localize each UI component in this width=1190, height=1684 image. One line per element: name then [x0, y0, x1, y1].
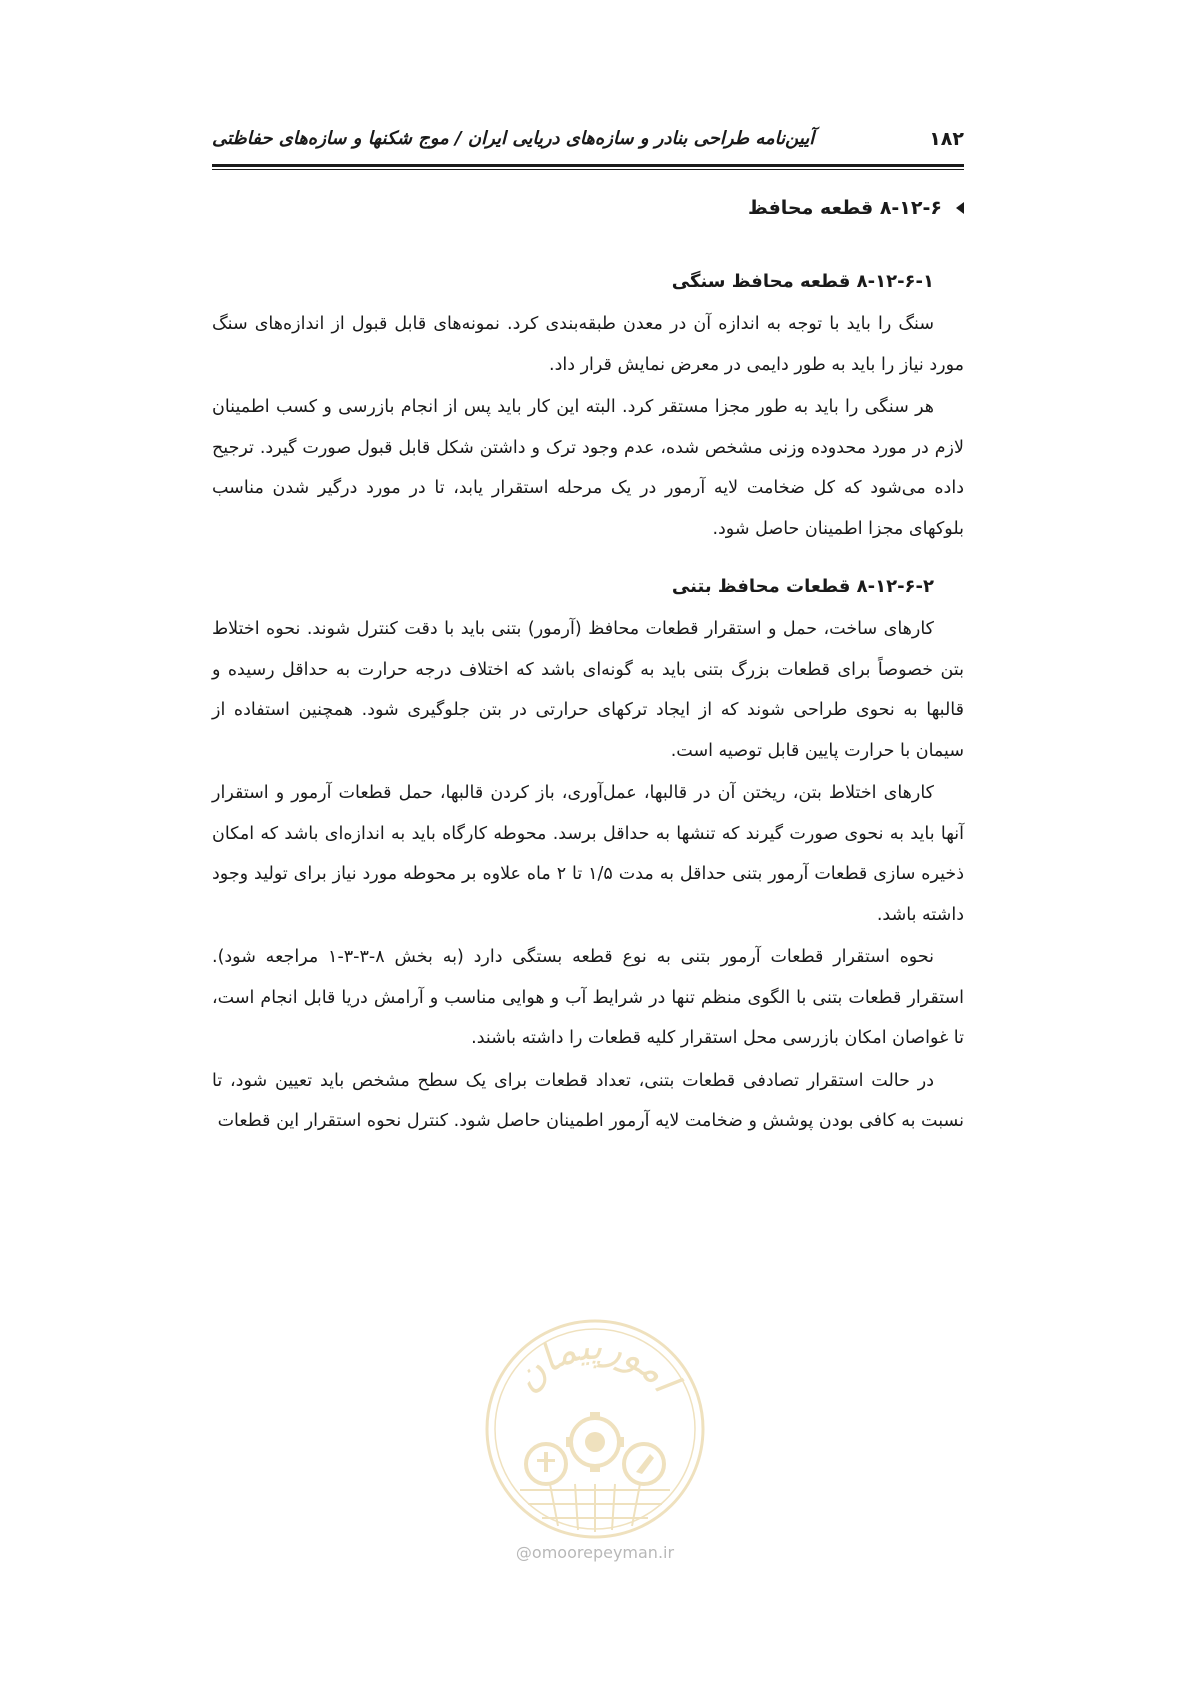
header-rule-thin: [212, 169, 964, 170]
page-content: [212, 188, 964, 1142]
subsection-heading: ۸-۱۲-۶-۲ قطعات محافظ بتنی: [671, 576, 934, 597]
paragraph: هر سنگی را باید به طور مجزا مستقر کرد. البته این کار باید پس از انجام بازرسی و کسب اطمینان لازم در مورد محدوده وزنی مشخص شده، عدم وجود ترک و داشتن شکل قابل قبول صورت گیرد. ترجیح داده می‌شود که کل ضخامت لایه آرمور در یک مرحله استقرار یابد، تا در مورد درگیر شدن مناسب بلوکهای مجزا اطمینان حاصل شود.: [212, 397, 964, 539]
paragraph: کارهای اختلاط بتن، ریختن آن در قالبها، عمل‌آوری، باز کردن قالبها، حمل قطعات آرمور و استقرار آنها باید به نحوی صورت گیرند که تنشها به حداقل برسد. محوطه کارگاه باید به اندازه‌ای باشد که امکان ذخیره سازی قطعات آرمور بتنی حداقل به مدت ۱/۵ تا ۲ ماه علاوه بر محوطه مورد نیاز برای تولید وجود داشته باشد.: [212, 783, 964, 925]
section-heading-text: ۸-۱۲-۶ قطعه محافظ: [748, 197, 942, 219]
bullet-arrow-icon: [956, 202, 964, 214]
header-rule: [212, 164, 964, 167]
watermark-logo: [480, 1314, 710, 1544]
paragraph: نحوه استقرار قطعات آرمور بتنی به نوع قطعه بستگی دارد (به بخش ۸-۳-۳-۱ مراجعه شود). استقرار قطعات بتنی با الگوی منظم تنها در شرایط آب و هوایی مناسب و آرامش دریا قابل انجام است، تا غواصان امکان بازرسی محل استقرار کلیه قطعات را داشته باشند.: [212, 947, 964, 1048]
watermark-url: @omoorepeyman.ir: [515, 1543, 675, 1562]
paragraph: سنگ را باید با توجه به اندازه آن در معدن طبقه‌بندی کرد. نمونه‌های قابل قبول از اندازه‌های سنگ مورد نیاز را باید به طور دایمی در معرض نمایش قرار داد.: [212, 314, 964, 375]
paragraph: در حالت استقرار تصادفی قطعات بتنی، تعداد قطعات برای یک سطح مشخص باید تعیین شود، تا نسبت به کافی بودن پوشش و ضخامت لایه آرمور اطمینان حاصل شود. کنترل نحوه استقرار این قطعات: [212, 1070, 964, 1131]
page-number: ۱۸۲: [929, 128, 964, 150]
section-heading: [212, 188, 964, 228]
running-header-title: آیین‌نامه طراحی بنادر و سازه‌های دریایی ایران / موج شکنها و سازه‌های حفاظتی: [212, 128, 815, 149]
paragraph: کارهای ساخت، حمل و استقرار قطعات محافظ (آرمور) بتنی باید با دقت کنترل شوند. نحوه اختلاط بتن خصوصاً برای قطعات بزرگ بتنی باید به گونه‌ای باشد که اختلاف درجه حرارت به حداقل رسیده و قالبها به نحوی طراحی شوند که از ایجاد ترکهای حرارتی در بتن جلوگیری شود. همچنین استفاده از سیمان با حرارت پایین قابل توصیه است.: [212, 619, 964, 761]
subsection-heading: ۸-۱۲-۶-۱ قطعه محافظ سنگی: [671, 271, 934, 292]
running-header: [212, 126, 964, 162]
watermark-logo-text: امورپیمان: [504, 1323, 688, 1400]
